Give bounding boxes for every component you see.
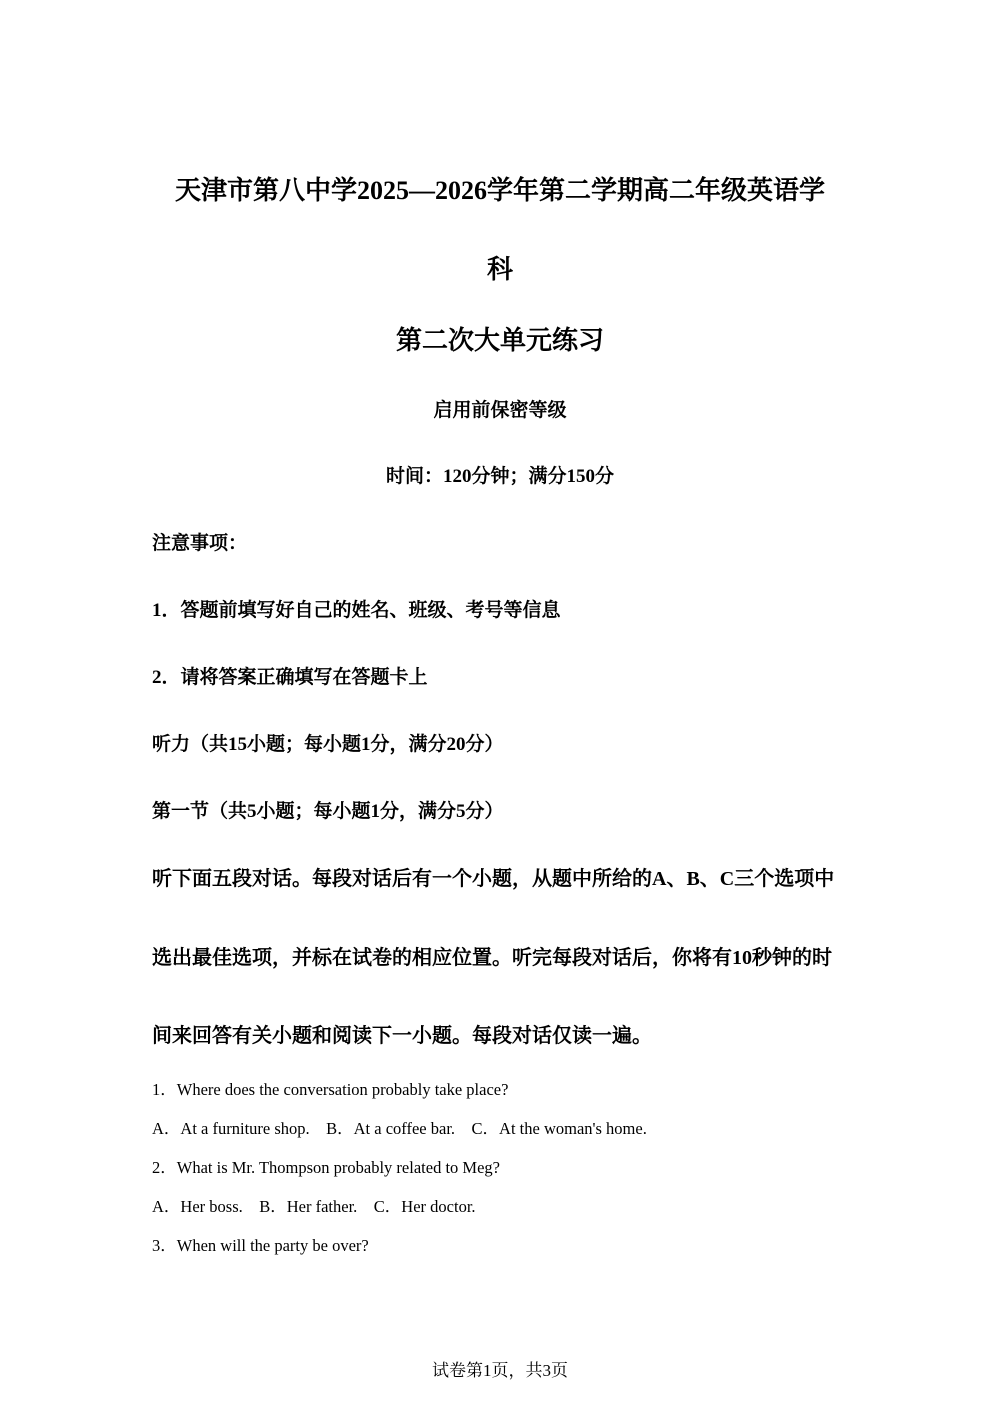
time-info: 时间：120分钟；满分150分 — [385, 466, 614, 487]
title-line-1: 天津市第八中学2025—2026学年第二学期高二年级英语学 — [174, 176, 825, 205]
listening-heading: 听力（共15小题；每小题1分，满分20分） — [152, 734, 504, 755]
title-line-2: 科 — [486, 255, 513, 284]
part1-heading: 第一节（共5小题；每小题1分，满分5分） — [152, 801, 504, 822]
secret-level: 启用前保密等级 — [433, 400, 567, 421]
note-item-1: 1．答题前填写好自己的姓名、班级、考号等信息 — [152, 600, 561, 621]
question-1-options: A．At a furniture shop. B．At a coffee bar. C．At the woman's home. — [152, 1119, 647, 1138]
instruction-line-1: 听下面五段对话。每段对话后有一个小题，从题中所给的A、B、C三个选项中 — [152, 868, 835, 890]
title-line-3: 第二次大单元练习 — [395, 326, 604, 355]
question-1-stem: 1．Where does the conversation probably take place? — [152, 1080, 509, 1099]
question-3-stem: 3．When will the party be over? — [152, 1236, 369, 1255]
page-footer: 试卷第1页，共3页 — [432, 1361, 568, 1380]
notes-heading: 注意事项： — [152, 533, 248, 554]
question-2-options: A．Her boss. B．Her father. C．Her doctor. — [152, 1197, 476, 1216]
instruction-line-3: 间来回答有关小题和阅读下一小题。每段对话仅读一遍。 — [152, 1025, 652, 1047]
question-2-stem: 2．What is Mr. Thompson probably related to Meg? — [152, 1158, 500, 1177]
instruction-line-2: 选出最佳选项，并标在试卷的相应位置。听完每段对话后，你将有10秒钟的时 — [152, 947, 832, 969]
note-item-2: 2．请将答案正确填写在答题卡上 — [152, 667, 428, 688]
